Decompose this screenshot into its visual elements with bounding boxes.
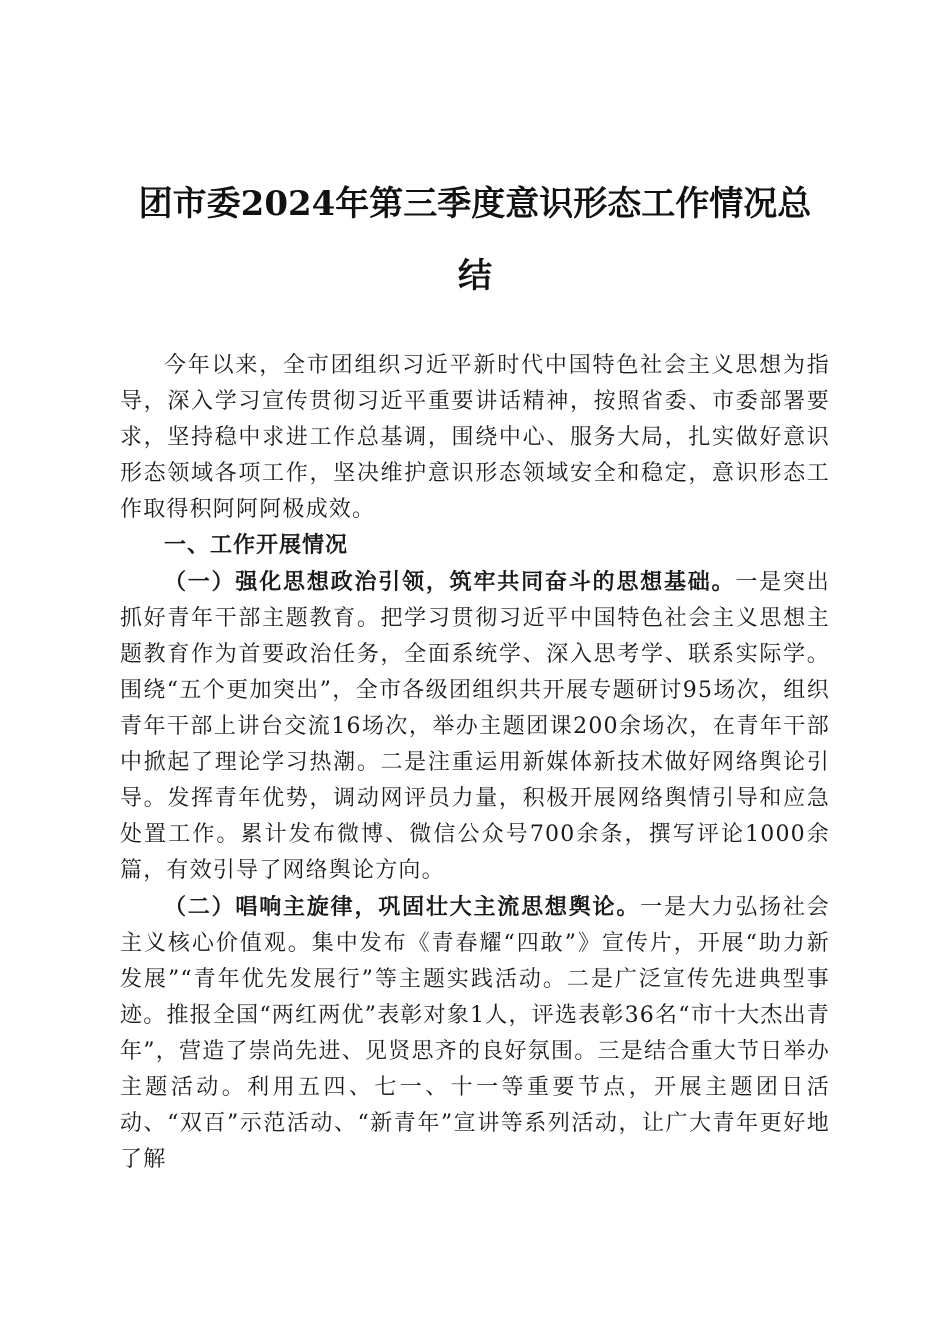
- subsection-paragraph-1: [120, 564, 830, 889]
- subsection-title-1: （一）强化思想政治引领，筑牢共同奋斗的思想基础。: [164, 569, 736, 595]
- intro-paragraph: 今年以来，全市团组织习近平新时代中国特色社会主义思想为指导，深入学习宣传贯彻习近平重要讲话精神，按照省委、市委部署要求，坚持稳中求进工作总基调，围绕中心、服务大局，扎实做好意识形态领域各项工作，坚决维护意识形态领域安全和稳定，意识形态工作取得积阿阿阿极成效。: [120, 353, 830, 522]
- document-title: [120, 168, 830, 312]
- subsection-paragraph-2: [120, 889, 830, 1178]
- document-body: [120, 348, 830, 1178]
- title-line-2: 结: [458, 256, 492, 296]
- subsection-body-2: 一是大力弘扬社会主义核心价值观。集中发布《青春耀“四敢”》宣传片，开展“助力新发展”“青年优先发展行”等主题实践活动。二是广泛宣传先进典型事迹。推报全国“两红两优”表彰对象1人，评选表彰36名“市十大杰出青年”，营造了崇尚先进、见贤思齐的良好氛围。三是结合重大节日举办主题活动。利用五四、七一、十一等重要节点，开展主题团日活动、“双百”示范活动、“新青年”宣讲等系列活动，让广大青年更好地了解: [120, 895, 830, 1172]
- section-heading-1: 一、工作开展情况: [164, 533, 349, 558]
- subsection-body-1: 一是突出抓好青年干部主题教育。把学习贯彻习近平中国特色社会主义思想主题教育作为首要政治任务，全面系统学、深入思考学、联系实际学。围绕“五个更加突出”，全市各级团组织共开展专题研讨95场次，组织青年干部上讲台交流16场次，举办主题团课200余场次，在青年干部中掀起了理论学习热潮。二是注重运用新媒体新技术做好网络舆论引导。发挥青年优势，调动网评员力量，积极开展网络舆情引导和应急处置工作。累计发布微博、微信公众号700余条，撰写评论1000余篇，有效引导了网络舆论方向。: [120, 570, 830, 883]
- subsection-title-2: （二）唱响主旋律，巩固壮大主流思想舆论。: [164, 894, 641, 920]
- title-line-1: 团市委2024年第三季度意识形态工作情况总: [138, 184, 812, 224]
- document-page: [120, 168, 830, 1178]
